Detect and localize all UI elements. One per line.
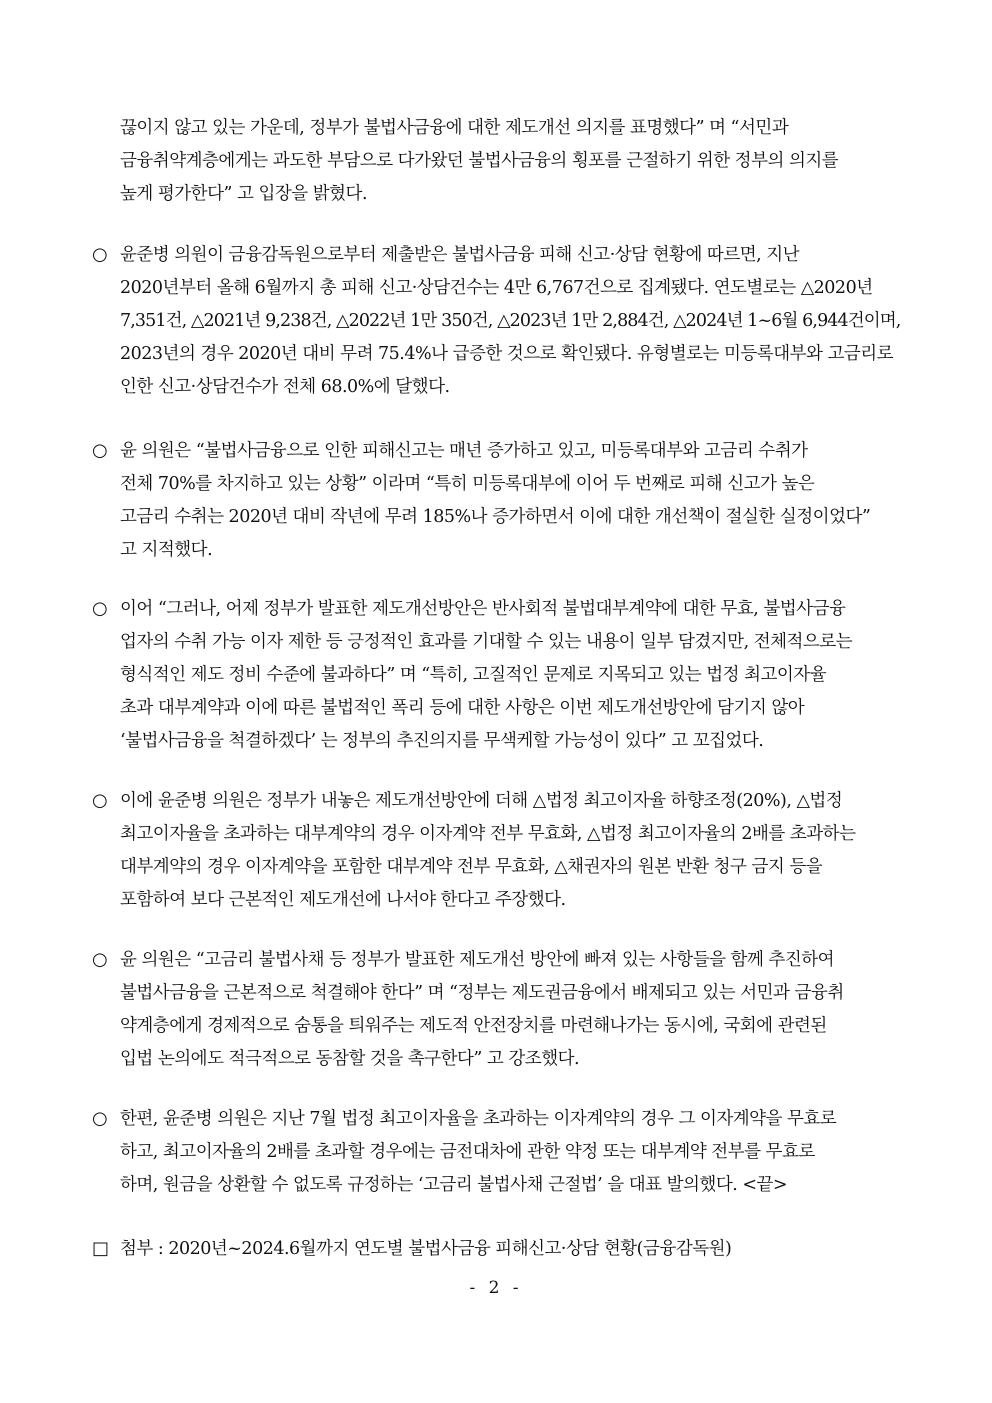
paragraph-line: 한편, 윤준병 의원은 지난 7월 법정 최고이자율을 초과하는 이자계약의 경우 그 이자계약을 무효로 [120,1109,837,1129]
paragraph-proposed-improvements [92,784,902,917]
intro-line: 금융취약계층에게는 과도한 부담으로 다가왔던 불법사금융의 횡포를 근절하기 위한 정부의 의지를 [120,151,839,171]
paragraph-line: 형식적인 제도 정비 수준에 불과하다” 며 “특히, 고질적인 문제로 지목되고 있는 법정 최고이자율 [120,665,827,685]
paragraph-line: 하며, 원금을 상환할 수 없도록 규정하는 ‘고금리 불법사채 근절법’ 을 대표 발의했다. <끝> [120,1175,788,1195]
paragraph-line: 약계층에게 경제적으로 숨통을 틔워주는 제도적 안전장치를 마련해나가는 동시에, 국회에 관련된 [120,1016,827,1036]
circle-bullet-icon: ○ [92,598,108,619]
intro-paragraph [92,112,930,211]
paragraph-government-plan-criticism [92,592,902,758]
intro-line: 끊이지 않고 있는 가운데, 정부가 불법사금융에 대한 제도개선 의지를 표명했다” 며 “서민과 [120,118,789,138]
circle-bullet-icon: ○ [92,949,108,970]
paragraph-line: ‘불법사금융을 척결하겠다’ 는 정부의 추진의지를 무색케할 가능성이 있다” 고 꼬집었다. [120,731,764,751]
paragraph-complaint-statistics [92,238,902,404]
circle-bullet-icon: ○ [92,790,108,811]
paragraph-line: 7,351건, △2021년 9,238건, △2022년 1만 350건, △2023년 1만 2,884건, △2024년 1~6월 6,944건이며, [120,311,901,331]
paragraph-line: 입법 논의에도 적극적으로 동참할 것을 촉구한다” 고 강조했다. [120,1049,580,1069]
paragraph-line: 불법사금융을 근본적으로 척결해야 한다” 며 “정부는 제도권금융에서 배제되고 있는 서민과 금융취 [120,983,844,1003]
paragraph-line: 포함하여 보다 근본적인 제도개선에 나서야 한다고 주장했다. [120,890,566,910]
intro-line: 높게 평가한다” 고 입장을 밝혔다. [120,184,368,204]
page-number: - 2 - [469,1278,523,1298]
paragraph-line: 인한 신고·상담건수가 전체 68.0%에 달했다. [120,377,450,397]
square-bullet-icon: □ [92,1238,109,1259]
paragraph-line: 대부계약의 경우 이자계약을 포함한 대부계약 전부 무효화, △채권자의 원본 반환 청구 금지 등을 [120,857,823,877]
circle-bullet-icon: ○ [92,244,108,265]
paragraph-line: 이에 윤준병 의원은 정부가 내놓은 제도개선방안에 더해 △법정 최고이자율 하향조정(20%), △법정 [120,791,843,811]
attachment-note [92,1232,902,1266]
paragraph-line: 2023년의 경우 2020년 대비 무려 75.4%나 급증한 것으로 확인됐다. 유형별로는 미등록대부와 고금리로 [120,344,894,364]
paragraph-line: 윤준병 의원이 금융감독원으로부터 제출받은 불법사금융 피해 신고·상담 현황에 따르면, 지난 [120,245,800,265]
paragraph-line: 고금리 수취는 2020년 대비 작년에 무려 185%나 증가하면서 이에 대한 개선책이 절실한 실정이었다” [120,507,871,527]
attachment-text: 첨부 : 2020년~2024.6월까지 연도별 불법사금융 피해신고·상담 현황(금융감독원) [120,1239,732,1259]
paragraph-line: 2020년부터 올해 6월까지 총 피해 신고·상담건수는 4만 6,767건으로 집계됐다. 연도별로는 △2020년 [120,278,873,298]
paragraph-line: 하고, 최고이자율의 2배를 초과할 경우에는 금전대차에 관한 약정 또는 대부계약 전부를 무효로 [120,1142,815,1162]
paragraph-high-interest-increase [92,434,902,567]
paragraph-line: 윤 의원은 “고금리 불법사채 등 정부가 발표한 제도개선 방안에 빠져 있는 사항들을 함께 추진하여 [120,950,835,970]
paragraph-line: 윤 의원은 “불법사금융으로 인한 피해신고는 매년 증가하고 있고, 미등록대부와 고금리 수취가 [120,441,808,461]
circle-bullet-icon: ○ [92,1108,108,1129]
circle-bullet-icon: ○ [92,440,108,461]
paragraph-line: 이어 “그러나, 어제 정부가 발표한 제도개선방안은 반사회적 불법대부계약에 대한 무효, 불법사금융 [120,599,846,619]
paragraph-line: 최고이자율을 초과하는 대부계약의 경우 이자계약 전부 무효화, △법정 최고이자율의 2배를 초과하는 [120,824,856,844]
paragraph-line: 전체 70%를 차지하고 있는 상황” 이라며 “특히 미등록대부에 이어 두 번째로 피해 신고가 높은 [120,474,815,494]
paragraph-call-for-action [92,943,902,1076]
paragraph-line: 고 지적했다. [120,540,213,560]
paragraph-bill-proposal [92,1102,902,1202]
paragraph-line: 초과 대부계약과 이에 따른 불법적인 폭리 등에 대한 사항은 이번 제도개선방안에 담기지 않아 [120,698,805,718]
paragraph-line: 업자의 수취 가능 이자 제한 등 긍정적인 효과를 기대할 수 있는 내용이 일부 담겼지만, 전체적으로는 [120,632,853,652]
